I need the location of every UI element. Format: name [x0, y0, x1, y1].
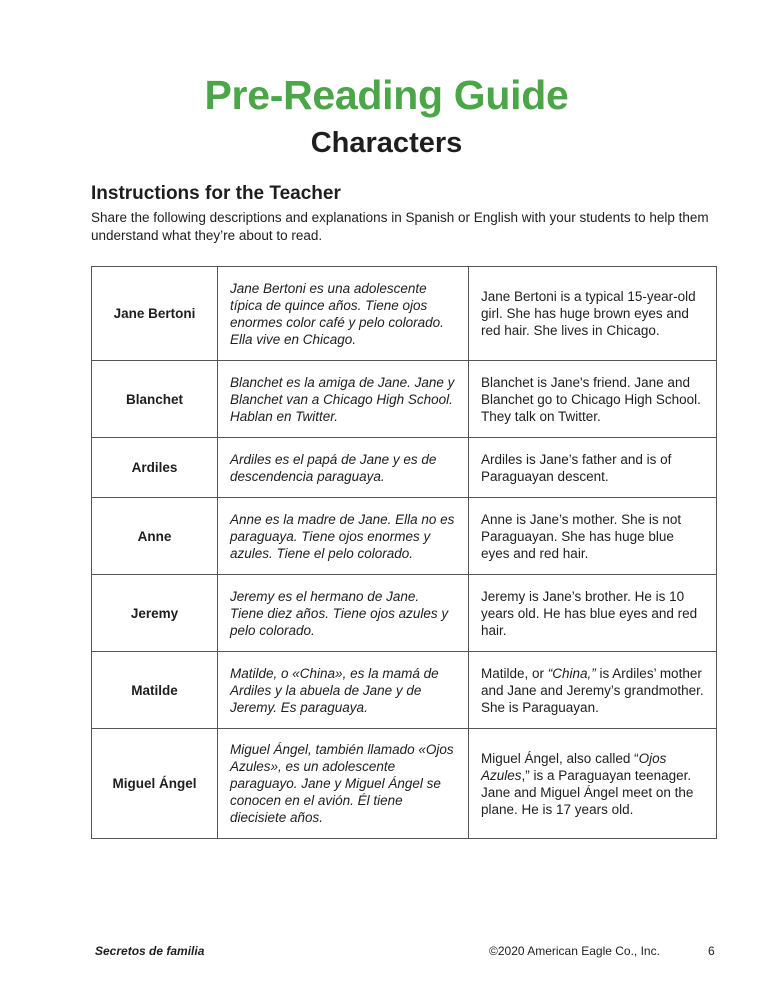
footer-book-title: Secretos de familia	[95, 944, 205, 958]
english-text: Matilde, or	[481, 665, 548, 681]
page-number: 6	[708, 944, 715, 958]
spanish-description: Blanchet es la amiga de Jane. Jane y Blanchet van a Chicago High School. Hablan en Twitter.	[218, 361, 469, 438]
page-title: Pre-Reading Guide	[204, 72, 569, 118]
table-row	[92, 438, 717, 498]
character-name: Miguel Ángel	[92, 729, 218, 839]
character-name: Anne	[92, 498, 218, 575]
spanish-description: Jeremy es el hermano de Jane. Tiene diez años. Tiene ojos azules y pelo colorado.	[218, 575, 469, 652]
spanish-description: Ardiles es el papá de Jane y es de descendencia paraguaya.	[218, 438, 469, 498]
footer-copyright: ©2020 American Eagle Co., Inc.	[489, 944, 660, 958]
table-row	[92, 498, 717, 575]
table-row	[92, 267, 717, 361]
instructions-heading: Instructions for the Teacher	[91, 183, 341, 204]
english-text: Miguel Ángel, also called “	[481, 750, 639, 766]
english-text: is Ardiles’ mother and Jane and Jeremy’s grandmother. She is Paraguayan.	[481, 665, 704, 715]
character-name: Blanchet	[92, 361, 218, 438]
english-text: ,” is a Paraguayan teenager. Jane and Miguel Ángel meet on the plane. He is 17 years old.	[481, 767, 694, 817]
characters-table	[91, 266, 717, 839]
english-description	[469, 652, 717, 729]
spanish-description: Miguel Ángel, también llamado «Ojos Azules», es un adolescente paraguayo. Jane y Miguel Ángel se conocen en el avión. Él tiene diecisiete años.	[218, 729, 469, 839]
english-description: Blanchet is Jane's friend. Jane and Blanchet go to Chicago High School. They talk on Twitter.	[469, 361, 717, 438]
character-name: Jeremy	[92, 575, 218, 652]
spanish-description: Matilde, o «China», es la mamá de Ardiles y la abuela de Jane y de Jeremy. Es paraguaya.	[218, 652, 469, 729]
character-name: Jane Bertoni	[92, 267, 218, 361]
english-description: Jane Bertoni is a typical 15-year-old girl. She has huge brown eyes and red hair. She lives in Chicago.	[469, 267, 717, 361]
character-name: Matilde	[92, 652, 218, 729]
english-italic-text: “China,”	[547, 665, 596, 681]
table-row	[92, 729, 717, 839]
spanish-description: Jane Bertoni es una adolescente típica de quince años. Tiene ojos enormes color café y pelo colorado. Ella vive en Chicago.	[218, 267, 469, 361]
spanish-description: Anne es la madre de Jane. Ella no es paraguaya. Tiene ojos enormes y azules. Tiene el pelo colorado.	[218, 498, 469, 575]
page-subtitle: Characters	[310, 127, 463, 159]
character-name: Ardiles	[92, 438, 218, 498]
english-description: Ardiles is Jane’s father and is of Paraguayan descent.	[469, 438, 717, 498]
english-description: Anne is Jane’s mother. She is not Paraguayan. She has huge blue eyes and red hair.	[469, 498, 717, 575]
table-row	[92, 575, 717, 652]
english-description	[469, 729, 717, 839]
english-italic-text: Ojos Azules	[481, 750, 667, 783]
table-row	[92, 361, 717, 438]
instructions-body: Share the following descriptions and explanations in Spanish or English with your students to help them understand what they’re about to read.	[91, 210, 709, 243]
english-description: Jeremy is Jane’s brother. He is 10 years old. He has blue eyes and red hair.	[469, 575, 717, 652]
table-row	[92, 652, 717, 729]
